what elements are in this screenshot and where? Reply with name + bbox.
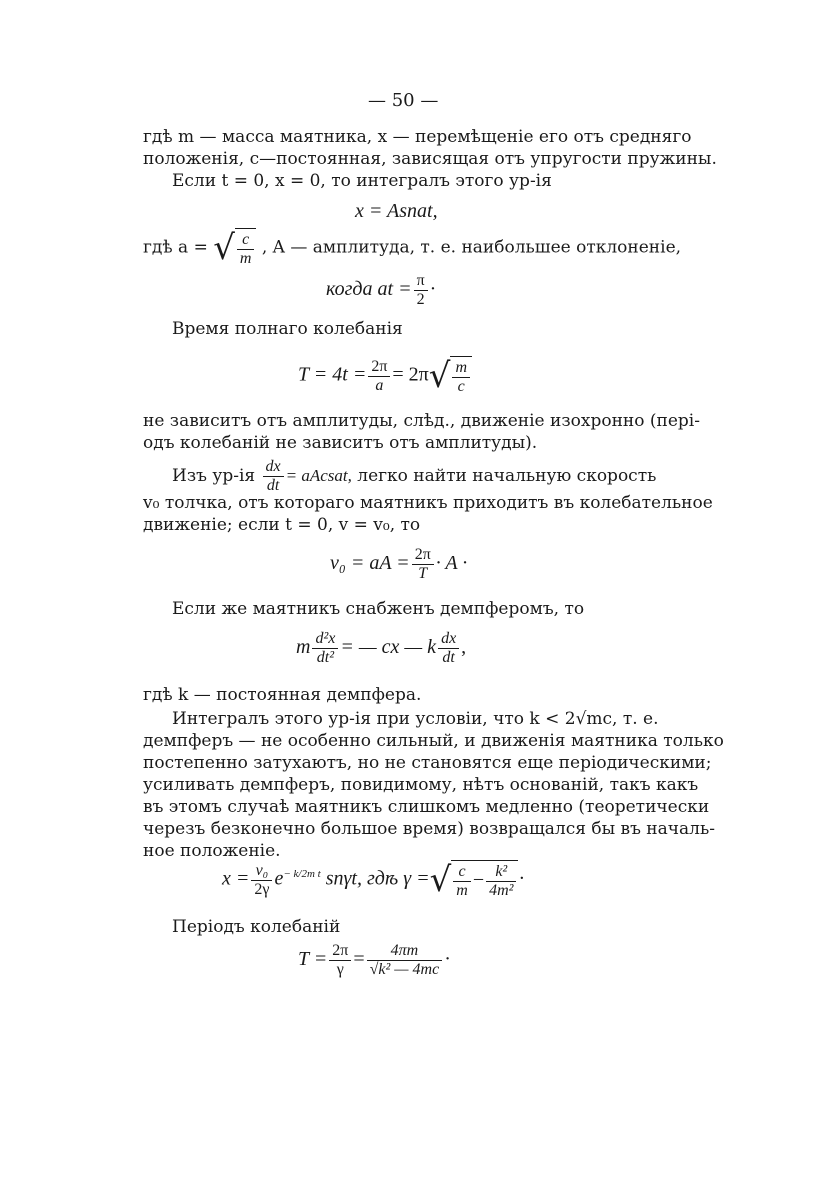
eq-mid: = 2π [392,363,429,386]
eq-prefix: v₀ = aA = [330,552,410,575]
eq-end: , [461,636,467,659]
paragraph-line: v₀ толчка, отъ котораго маятникъ приходитъ въ колебательное [143,493,713,513]
sqrt-sign: √ [428,356,451,396]
fraction-numerator: c [453,863,471,882]
fraction-numerator: dx [263,458,284,477]
paragraph-line: усиливать демпферъ, повидимому, нѣтъ основаній, такъ какъ [143,775,699,795]
fraction-numerator: 2π [329,942,351,961]
page-number: — 50 — [368,90,439,111]
fraction-denominator: m [239,250,252,267]
fraction-numerator: v₀ [251,862,272,881]
fraction-numerator: 2π [412,546,434,565]
equation-2: когда at = $\frac{\pi}{2}$ · [326,272,437,308]
fraction-numerator: m [452,359,470,378]
paragraph-line: Періодъ колебаній [172,917,341,937]
eq-prefix: T = 4t = [298,363,367,386]
paragraph-line: гдѣ m — масса маятника, x — перемѣщеніе его отъ средняго [143,127,692,147]
fraction-denominator: m [456,882,468,899]
eq-prefix: x = [222,867,250,890]
fraction-numerator: k² [486,863,516,882]
formula-prefix: гдѣ a = [143,237,208,258]
paragraph-line: гдѣ k — постоянная демпфера. [143,685,422,705]
fraction-denominator: c [457,378,465,395]
fraction-numerator: d²x [312,630,338,649]
eq-mid: snγt, гдѣ γ = [325,867,430,890]
sqrt-body [235,228,257,268]
equation-7 [298,942,451,979]
fraction-numerator: c [237,231,255,250]
equation-6 [222,860,525,900]
paragraph-line: Если t = 0, x = 0, то интегралъ этого ур-ія [172,171,552,191]
equation-3 [298,356,472,396]
fraction-denominator: dt² [316,649,335,666]
fraction-numerator: dx [438,630,459,649]
fraction-numerator: 4πm [367,942,443,961]
formula-mid: = aAcsat, [285,466,352,485]
formula-suffix: , A — амплитуда, т. е. наибольшее отклоненіе, [261,237,682,258]
paragraph-line: не зависитъ отъ амплитуды, слѣд., движеніе изохронно (пері- [143,411,700,431]
equation-1: x = Asnat, [355,200,438,222]
fraction-denominator: γ [336,961,344,978]
fraction-denominator: a [375,376,384,394]
paragraph-line-with-formula [172,458,656,495]
fraction-denominator: T [418,565,428,582]
equation-4 [330,546,467,583]
text-prefix: Изъ ур-ія [172,466,256,486]
exp-superscript: − k/2m t [283,867,321,880]
paragraph-line-with-formula [143,228,681,268]
fraction-numerator: 2π [368,358,390,377]
fraction-denominator: 4m² [489,882,514,899]
sqrt-sign: √ [429,860,452,900]
eq-suffix: · A · [435,552,468,575]
exp-base: e [274,867,284,890]
paragraph-line: Интегралъ этого ур-ія при условіи, что k < 2√mc, т. е. [172,709,659,729]
eq-prefix: T = [298,948,328,971]
paragraph-line: положенія, c—постоянная, зависящая отъ упругости пружины. [143,149,717,169]
fraction-denominator: √k² — 4mc [369,961,440,978]
eq-minus: − [472,869,485,892]
fraction-denominator: 2 [416,291,425,308]
paragraph-line: черезъ безконечно большое время) возвращался бы въ началь- [143,819,715,839]
paragraph-line: Если же маятникъ снабженъ демпферомъ, то [172,599,585,619]
fraction-denominator: dt [442,649,455,666]
paragraph-line: одъ колебаній не зависитъ отъ амплитуды). [143,433,538,453]
paragraph-line: демпферъ — не особенно сильный, и движенія маятника только [143,731,724,751]
fraction-numerator: π [414,272,428,291]
eq-m: m [296,636,311,659]
text-suffix: легко найти начальную скорость [357,466,657,486]
eq-end: · [518,867,526,890]
sqrt-sign: √ [213,228,235,268]
paragraph-line: Время полнаго колебанія [172,319,403,339]
paragraph-line: движеніе; если t = 0, v = v₀, то [143,515,421,535]
fraction-denominator: dt [266,477,280,494]
fraction-denominator: 2γ [254,880,270,898]
paragraph-line: постепенно затухаютъ, но не становятся еще періодическими; [143,753,712,773]
eq-prefix: когда at = [326,278,412,301]
paragraph-line: ное положеніе. [143,841,281,861]
sqrt-body [450,356,472,396]
eq-equals: = [353,948,365,971]
eq-mid: = — cx — k [340,636,437,659]
sqrt-body [451,860,518,900]
eq-end: · [444,948,451,971]
equation-5 [296,630,466,667]
paragraph-line: въ этомъ случаѣ маятникъ слишкомъ медленно (теоретически [143,797,710,817]
